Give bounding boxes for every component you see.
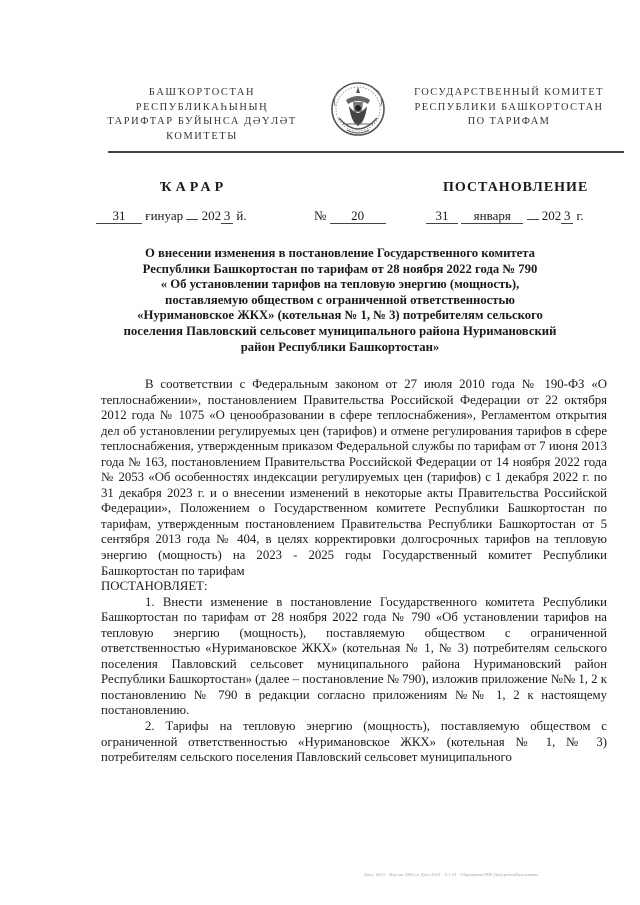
- header-divider: [108, 151, 624, 153]
- title-line: О внесении изменения в постановление Государственного комитета: [144, 246, 536, 260]
- number-value: 20: [330, 209, 386, 224]
- title-line: « Об установлении тарифов на тепловую энергию (мощность),: [160, 277, 520, 292]
- header-left-bashkir: [82, 86, 322, 144]
- header-left-line: ТАРИФТАР БУЙЫНСА ДӘҮЛӘТ: [107, 116, 297, 127]
- preamble-paragraph: В соответствии с Федеральным законом от 27 июля 2010 года № 190-ФЗ «О теплоснабжении», постановлением Правительства Российской Федерации от 22 октября 2012 года № 1075 «О ценообразовании в сфере теплоснабжения», Регламентом открытия дел об установлении регулируемых цен (тарифов) и отмене регулирования тарифов в сфере теплоснабжения, утвержденным приказом Федеральной службы по тарифам от 7 июня 2013 года № 163, постановлением Правительства Российской Федерации от 14 ноября 2022 года № 2053 «Об особенностях индексации регулируемых цен (тарифов) с 1 декабря 2022 г. по 31 декабря 2023 г. и о внесении изменений в некоторые акты Правительства Российской Федерации», Положением о Государственном комитете Республики Башкортостан по тарифам, утвержденным постановлением Правительства Республики Башкортостан от 5 сентября 2013 года № 404, в целях корректировки долгосрочных тарифов на тепловую энергию (мощность) на 2023 - 2025 годы Государственный комитет Республики Башкортостан по тарифам: [101, 377, 607, 578]
- header-left-line: КОМИТЕТЫ: [166, 130, 238, 142]
- bashkortostan-emblem-icon: [329, 78, 387, 144]
- date-month: января: [461, 209, 523, 224]
- date-year-prefix: 202: [541, 208, 562, 223]
- title-line: район Республики Башкортостан»: [240, 339, 440, 354]
- header-left-line: БАШҠОРТОСТАН РЕСПУБЛИКАҺЫНЫҢ: [135, 87, 269, 113]
- postanovlyaet-heading: ПОСТАНОВЛЯЕТ:: [101, 579, 208, 594]
- date-month: ғинуар: [145, 208, 184, 223]
- date-day: 31: [426, 209, 458, 224]
- date-year-digit: 3: [561, 209, 573, 224]
- header-right-line: РЕСПУБЛИКИ БАШКОРТОСТАН: [414, 101, 604, 113]
- date-year-prefix: 202: [201, 208, 222, 223]
- title-line: Республики Башкортостан по тарифам от 28 ноября 2022 года № 790: [142, 261, 538, 276]
- doc-number: [314, 208, 386, 224]
- date-day: 31: [96, 209, 142, 224]
- doc-type-russian: ПОСТАНОВЛЕНИЕ: [443, 180, 589, 195]
- number-sign: №: [314, 208, 327, 223]
- title-line: поселения Павловский сельсовет муниципального района Нуримановский: [123, 323, 557, 338]
- date-year-digit: 3: [221, 209, 233, 224]
- header-right-line: ПО ТАРИФАМ: [467, 116, 551, 127]
- footer-registration-note: Дата: 2023 · Версия 2060 от Дата 2023 · 0.1.25 · Обращение/PDF/ДокументаПрограммы: [364, 872, 539, 877]
- date-year-suffix: й.: [236, 208, 247, 223]
- date-year-suffix: г.: [576, 208, 584, 223]
- date-russian: [426, 208, 584, 224]
- document-body: [101, 377, 607, 766]
- clause-1-paragraph: 1. Внести изменение в постановление Государственного комитета Республики Башкортостан по тарифам от 28 ноября 2022 года № 790 «Об установлении тарифов на тепловую энергию (мощность), поставляемую обществом с ограниченной ответственностью «Нуримановское ЖКХ» (котельная № 1, № 3) потребителям сельского поселения Павловский сельсовет муниципального района Нуримановский район Республики Башкортостан» (далее – постановление № 790), изложив приложение №№ 1, 2 к постановлению № 790 в редакции согласно приложениям №№ 1, 2 к настоящему постановлению.: [101, 594, 607, 718]
- title-line: поставляемую обществом с ограниченной ответственностью: [165, 292, 515, 307]
- document-title: [95, 246, 585, 355]
- title-line: «Нуримановское ЖКХ» (котельная № 1, № 3) потребителям сельского: [137, 308, 543, 323]
- doc-type-bashkir: ҠАРАР: [160, 180, 228, 195]
- clause-2-paragraph: 2. Тарифы на тепловую энергию (мощность), поставляемую обществом с ограниченной ответственностью «Нуримановское ЖКХ» (котельная № 1, № 3) потребителям сельского поселения Павловский сельсовет муниципального: [101, 719, 607, 765]
- header-right-line: ГОСУДАРСТВЕННЫЙ КОМИТЕТ: [414, 87, 604, 98]
- date-bashkir: [96, 208, 247, 224]
- header-right-russian: [396, 86, 622, 130]
